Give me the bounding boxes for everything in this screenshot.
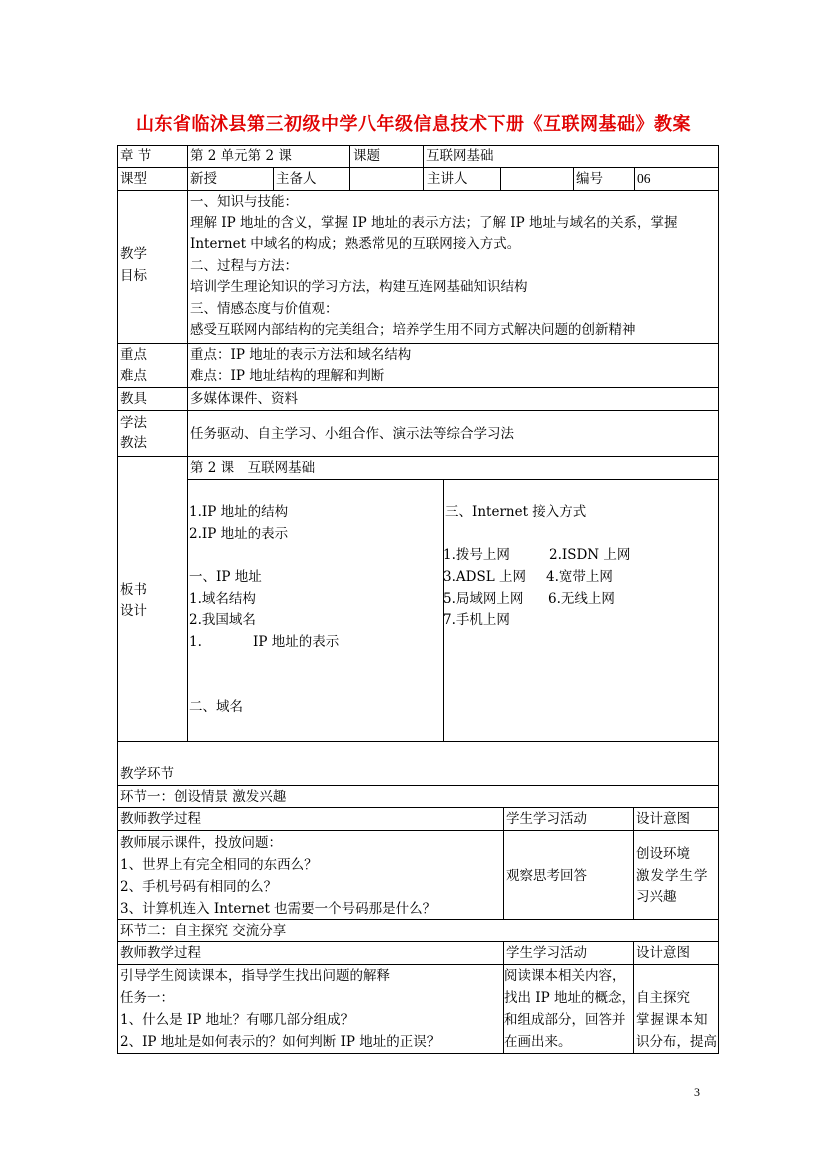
access-item: 5.局域网上网 [443, 591, 524, 607]
board-label-1: 板书 [120, 582, 147, 598]
document-title: 山东省临沭县第三初级中学八年级信息技术下册《互联网基础》教案 [136, 114, 691, 135]
stage2-student-line: 阅读课本相关内容， [504, 968, 626, 984]
stage2-teacher-line: 2、IP 地址是如何表示的？如何判断 IP 地址的正误？ [120, 1034, 441, 1050]
keypoints-label-1: 重点 [120, 347, 147, 363]
stage2-student-line: 找出 IP 地址的概念， [504, 990, 635, 1006]
stage1-teacher-line: 3、计算机连入 Internet 也需要一个号码那是什么？ [120, 901, 437, 917]
board-label-2: 设计 [120, 603, 147, 619]
process-label: 教学环节 [120, 766, 174, 782]
methods-label-1: 学法 [120, 415, 147, 431]
access-item: 7.手机上网 [443, 612, 510, 628]
topic-label: 课题 [353, 148, 380, 164]
topic-value: 互联网基础 [426, 148, 494, 164]
access-item: 6.无线上网 [548, 591, 615, 607]
stage1-design-line: 创设环境 [636, 846, 690, 862]
board-item: 1.IP 地址的结构 [189, 504, 289, 520]
keypoints-label-2: 难点 [120, 368, 147, 384]
board-item: 2.我国域名 [189, 612, 256, 628]
number-label: 编号 [576, 171, 603, 187]
stage2-teacher-line: 1、什么是 IP 地址？有哪几部分组成？ [120, 1012, 355, 1028]
stage1-title: 环节一：创设情景 激发兴趣 [120, 789, 287, 805]
access-item: 2.ISDN 上网 [549, 547, 631, 563]
type-value: 新授 [190, 171, 217, 187]
stage2-col-design: 设计意图 [636, 945, 690, 961]
chapter-value: 第 2 单元第 2 课 [190, 148, 292, 164]
board-item: 二、域名 [189, 699, 243, 715]
stage2-teacher-line: 引导学生阅读课本，指导学生找出问题的解释 [120, 968, 390, 984]
lecturer-label: 主讲人 [427, 171, 468, 187]
number-value: 06 [637, 171, 651, 186]
board-item: 1.域名结构 [189, 591, 256, 607]
difficult-point: 难点：IP 地址结构的理解和判断 [190, 368, 385, 384]
objectives-label-1: 教学 [120, 246, 147, 262]
stage1-design-line: 激发学生学 [636, 868, 709, 884]
stage2-teacher-line: 任务一： [120, 990, 174, 1006]
stage2-col-teacher: 教师教学过程 [120, 945, 201, 961]
objectives-line: 二、过程与方法： [190, 258, 298, 274]
board-item: IP 地址的表示 [253, 634, 340, 650]
objectives-line: 三、情感态度与价值观： [190, 301, 339, 317]
stage2-design-line: 识分布，提高 [636, 1034, 717, 1050]
preparer-label: 主备人 [276, 171, 317, 187]
chapter-label: 章 节 [120, 148, 152, 164]
stage1-student: 观察思考回答 [506, 868, 587, 884]
board-item: 一、IP 地址 [189, 569, 262, 585]
access-title: 三、Internet 接入方式 [445, 504, 587, 520]
objectives-label-2: 目标 [120, 268, 147, 284]
aids-value: 多媒体课件、资料 [190, 391, 298, 407]
stage2-col-student: 学生学习活动 [506, 945, 587, 961]
type-label: 课型 [120, 171, 147, 187]
key-point: 重点：IP 地址的表示方法和域名结构 [190, 347, 412, 363]
stage1-col-student: 学生学习活动 [506, 811, 587, 827]
objectives-line: 感受互联网内部结构的完美组合；培养学生用不同方式解决问题的创新精神 [190, 322, 636, 338]
objectives-line: 理解 IP 地址的含义，掌握 IP 地址的表示方法；了解 IP 地址与域名的关系，掌握 [190, 215, 678, 231]
objectives-line: 一、知识与技能： [190, 194, 298, 210]
access-item: 3.ADSL 上网 [443, 569, 526, 585]
objectives-line: Internet 中域名的构成；熟悉常见的互联网接入方式。 [190, 236, 521, 252]
page-number: 3 [694, 1085, 700, 1099]
aids-label: 教具 [120, 391, 147, 407]
stage2-student-line: 和组成部分，回答并 [504, 1012, 626, 1028]
objectives-line: 培训学生理论知识的学习方法，构建互连网基础知识结构 [190, 279, 528, 295]
stage1-design-line: 习兴趣 [636, 889, 677, 905]
board-item: 1. [189, 634, 202, 650]
stage2-title: 环节二：自主探究 交流分享 [120, 923, 287, 939]
board-item: 2.IP 地址的表示 [189, 526, 289, 542]
board-header: 第 2 课 互联网基础 [190, 460, 316, 476]
stage2-student-line: 在画出来。 [504, 1034, 572, 1050]
stage1-teacher-line: 1、世界上有完全相同的东西么？ [120, 857, 318, 873]
stage1-teacher-line: 教师展示课件，投放问题： [120, 835, 282, 851]
access-item: 1.拨号上网 [443, 547, 510, 563]
stage2-design-line: 自主探究 [636, 990, 690, 1006]
stage1-col-design: 设计意图 [636, 811, 690, 827]
methods-label-2: 教法 [120, 435, 147, 451]
stage2-design-line: 掌握课本知 [636, 1012, 709, 1028]
access-item: 4.宽带上网 [546, 569, 613, 585]
stage1-col-teacher: 教师教学过程 [120, 811, 201, 827]
stage1-teacher-line: 2、手机号码有相同的么？ [120, 879, 278, 895]
methods-value: 任务驱动、自主学习、小组合作、演示法等综合学习法 [190, 426, 514, 442]
